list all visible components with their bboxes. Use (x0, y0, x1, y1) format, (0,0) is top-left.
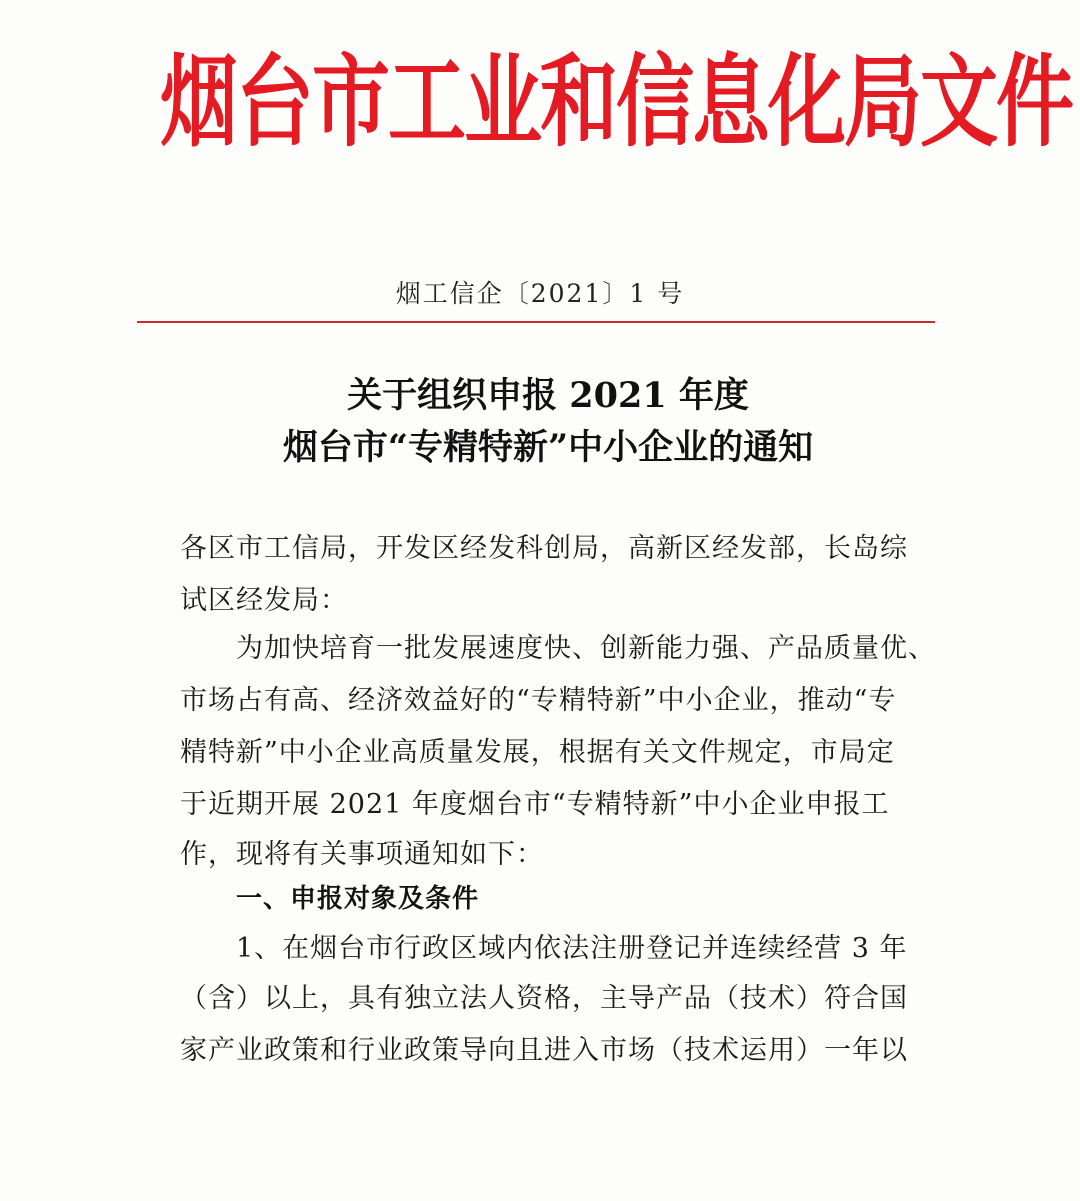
body-line-paragraph-3: 精特新”中小企业高质量发展，根据有关文件规定，市局定 (180, 737, 895, 768)
body-line-paragraph-2: 市场占有高、经济效益好的“专精特新”中小企业，推动“专 (180, 685, 897, 716)
document-number: 烟工信企〔2021〕1 号 (395, 279, 685, 308)
notice-title-line-1: 关于组织申报 2021 年度 (347, 375, 749, 416)
body-line-paragraph-1: 为加快培育一批发展速度快、创新能力强、产品质量优、 (236, 633, 936, 664)
body-line-paragraph-4: 于近期开展 2021 年度烟台市“专精特新”中小企业申报工 (180, 789, 890, 820)
body-line-addressees: 各区市工信局，开发区经发科创局，高新区经发部，长岛综 (180, 533, 908, 564)
body-line-item-1: 1、在烟台市行政区域内依法注册登记并连续经营 3 年 (236, 933, 908, 964)
notice-title-line-2: 烟台市“专精特新”中小企业的通知 (282, 427, 814, 468)
body-line-paragraph-5: 作，现将有关事项通知如下： (180, 839, 544, 870)
section-heading-1: 一、申报对象及条件 (236, 884, 480, 914)
body-line-addressees-cont: 试区经发局： (180, 585, 348, 616)
red-divider-line (137, 321, 935, 323)
masthead-title: 烟台市工业和信息化局文件 (160, 45, 1073, 161)
body-line-item-1-cont2: 家产业政策和行业政策导向且进入市场（技术运用）一年以 (180, 1035, 908, 1066)
body-line-item-1-cont: （含）以上，具有独立法人资格，主导产品（技术）符合国 (180, 983, 908, 1014)
